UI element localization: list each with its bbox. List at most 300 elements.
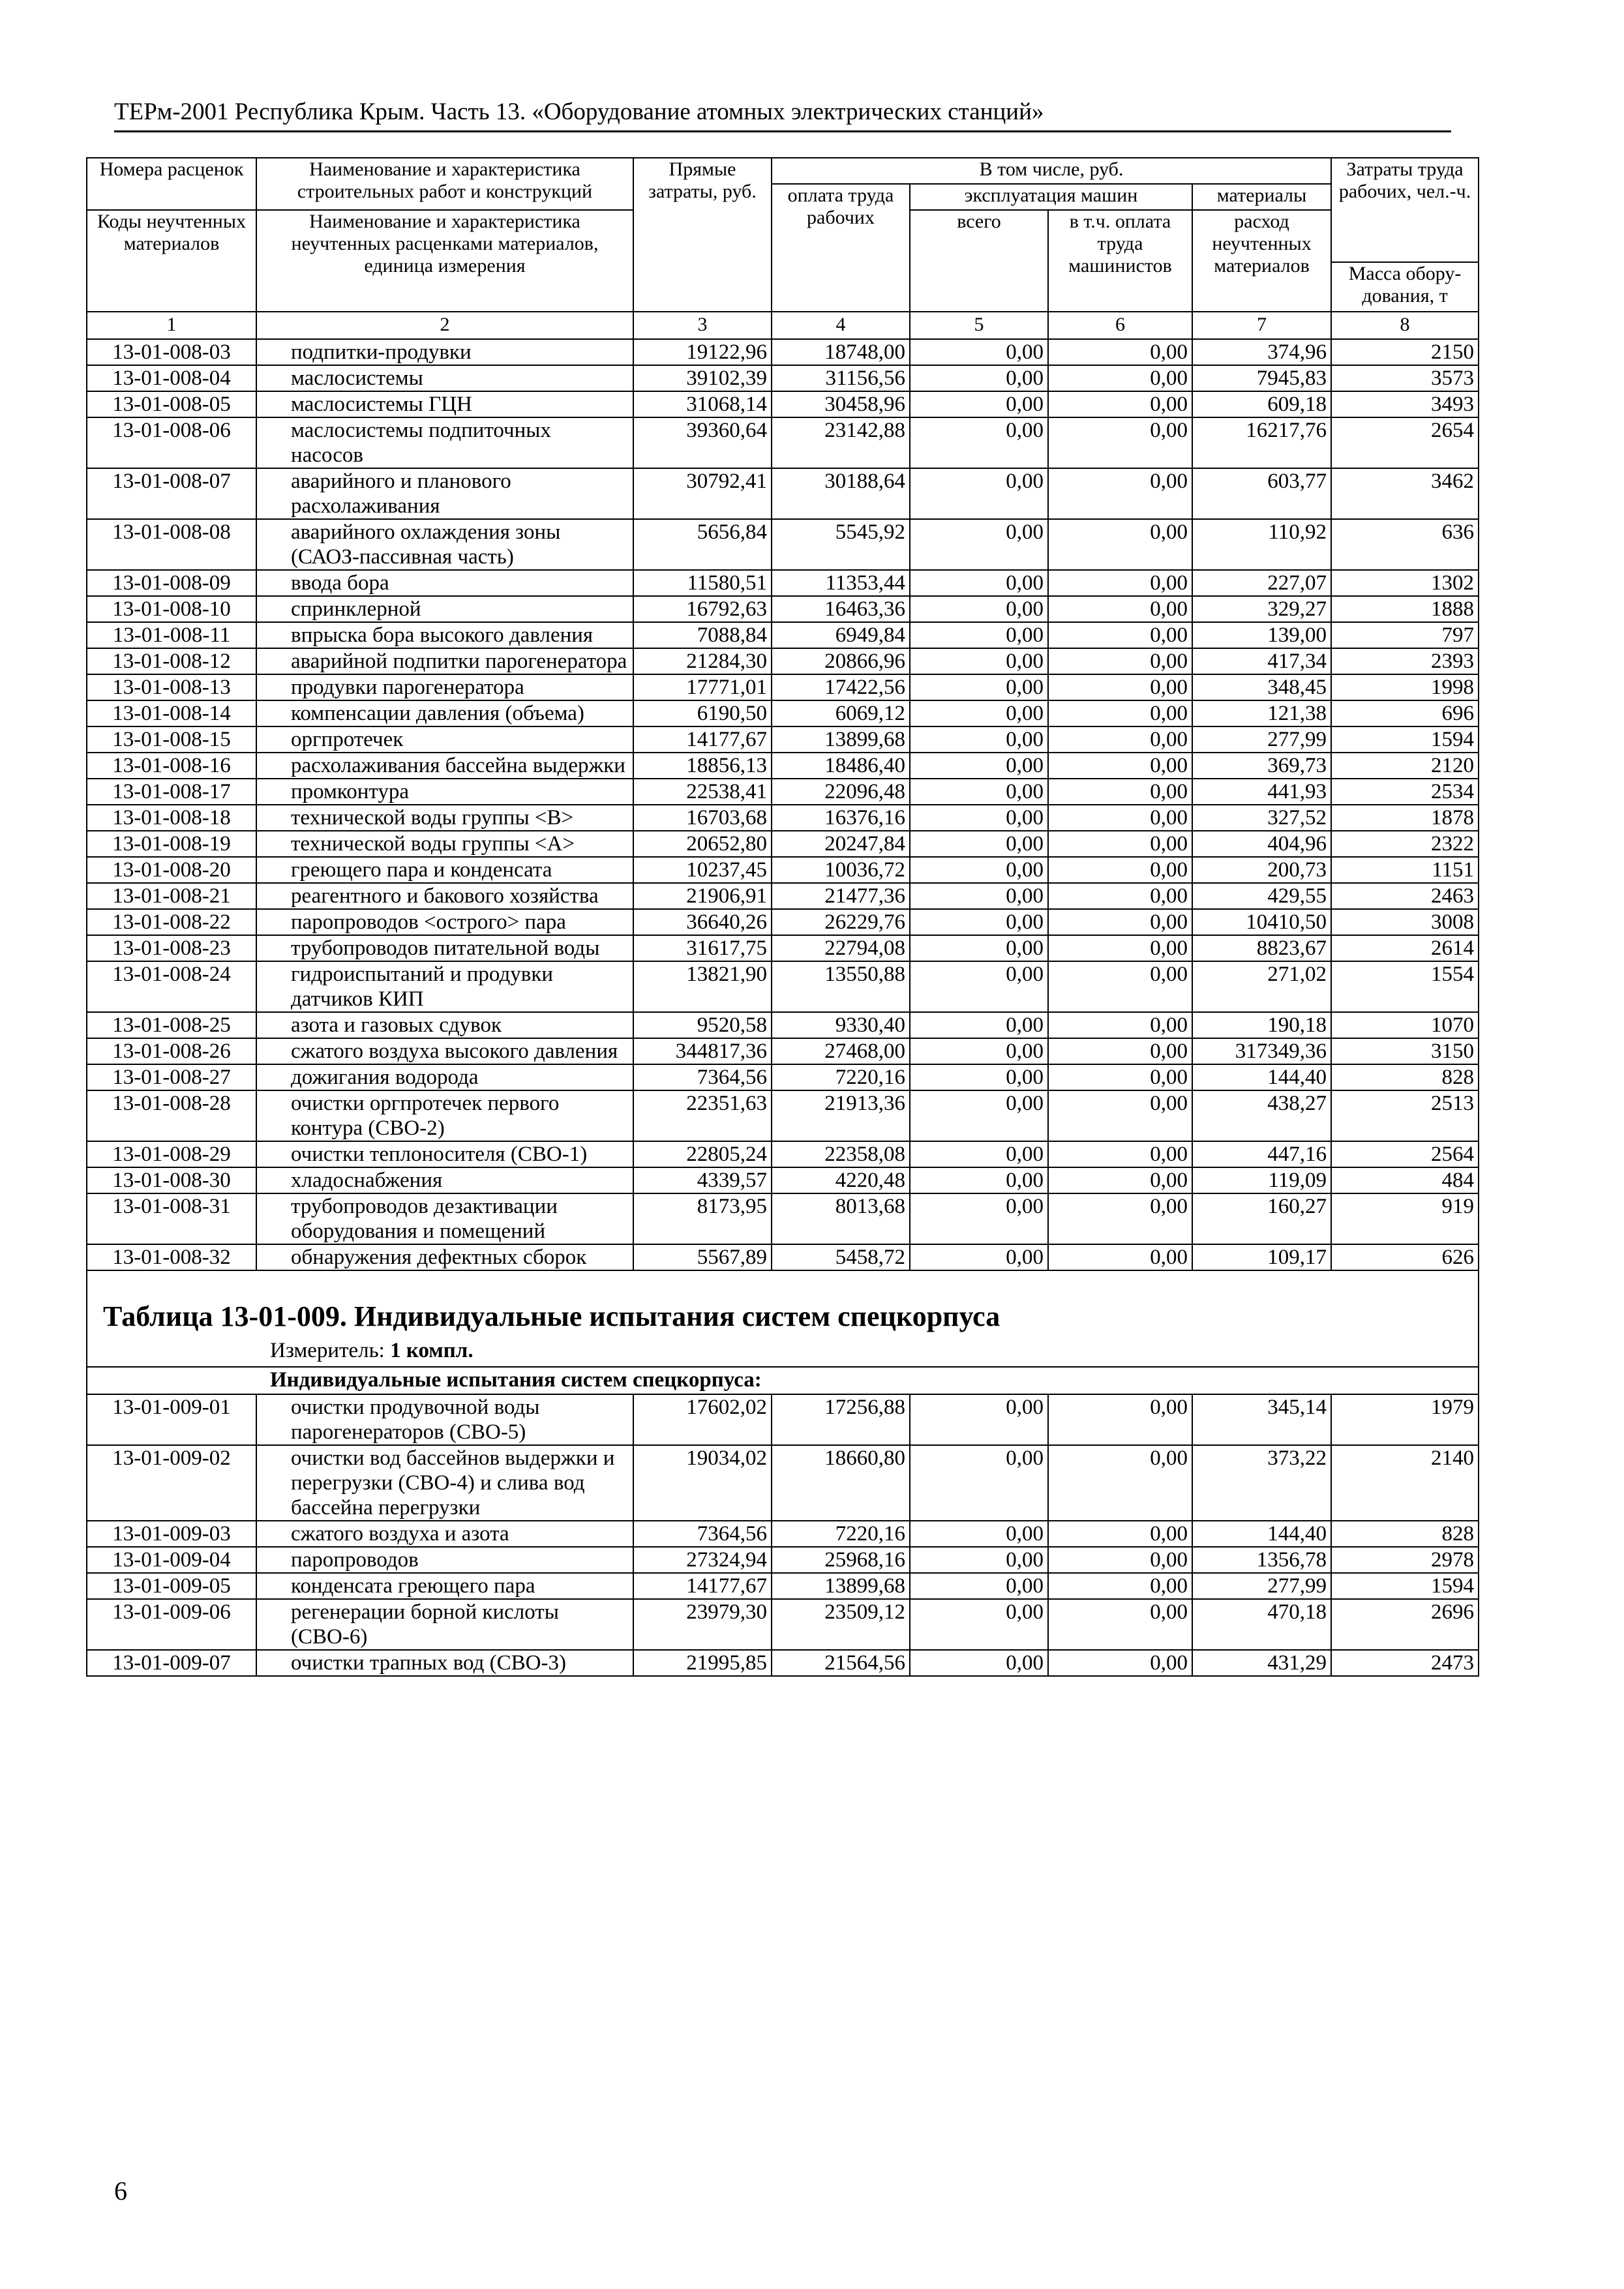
machines-total: 0,00 bbox=[910, 391, 1048, 417]
col-2-bottom: Наименование и характеристика неучтенных расценками материалов, единица измерения bbox=[256, 210, 633, 312]
rate-code: 13-01-008-31 bbox=[87, 1193, 256, 1244]
work-name: маслосистемы подпиточных насосов bbox=[256, 417, 633, 468]
materials-cost: 190,18 bbox=[1192, 1012, 1331, 1038]
direct-cost: 7088,84 bbox=[633, 622, 772, 648]
labor-cost: 26229,76 bbox=[772, 909, 910, 935]
rate-code: 13-01-008-05 bbox=[87, 391, 256, 417]
materials-cost: 144,40 bbox=[1192, 1064, 1331, 1090]
materials-cost: 271,02 bbox=[1192, 961, 1331, 1012]
direct-cost: 22538,41 bbox=[633, 779, 772, 805]
direct-cost: 14177,67 bbox=[633, 1573, 772, 1599]
rate-code: 13-01-009-02 bbox=[87, 1445, 256, 1521]
machinists-labor: 0,00 bbox=[1048, 1012, 1192, 1038]
direct-cost: 21284,30 bbox=[633, 648, 772, 674]
labor-hours: 3150 bbox=[1331, 1038, 1479, 1064]
labor-hours: 2322 bbox=[1331, 831, 1479, 857]
machines-total: 0,00 bbox=[910, 648, 1048, 674]
rate-code: 13-01-008-03 bbox=[87, 339, 256, 365]
col-number: 1 bbox=[87, 312, 256, 339]
machines-total: 0,00 bbox=[910, 1521, 1048, 1547]
rate-code: 13-01-009-07 bbox=[87, 1650, 256, 1676]
direct-cost: 27324,94 bbox=[633, 1547, 772, 1573]
rate-code: 13-01-008-18 bbox=[87, 805, 256, 831]
labor-hours: 1878 bbox=[1331, 805, 1479, 831]
work-name: технической воды группы <В> bbox=[256, 805, 633, 831]
table-row bbox=[87, 857, 1479, 883]
col-number: 6 bbox=[1048, 312, 1192, 339]
work-name: аварийного охлаждения зоны (САОЗ-пассивная часть) bbox=[256, 519, 633, 570]
work-name: промконтура bbox=[256, 779, 633, 805]
machinists-labor: 0,00 bbox=[1048, 1038, 1192, 1064]
rate-code: 13-01-008-29 bbox=[87, 1141, 256, 1167]
table-row bbox=[87, 339, 1479, 365]
col-2-top: Наименование и характеристика строительных работ и конструкций bbox=[256, 158, 633, 210]
machinists-labor: 0,00 bbox=[1048, 365, 1192, 391]
direct-cost: 10237,45 bbox=[633, 857, 772, 883]
work-name: реагентного и бакового хозяйства bbox=[256, 883, 633, 909]
machinists-labor: 0,00 bbox=[1048, 1394, 1192, 1445]
direct-cost: 6190,50 bbox=[633, 700, 772, 726]
machinists-labor: 0,00 bbox=[1048, 570, 1192, 596]
col-number: 7 bbox=[1192, 312, 1331, 339]
labor-hours: 919 bbox=[1331, 1193, 1479, 1244]
rate-code: 13-01-008-26 bbox=[87, 1038, 256, 1064]
work-name: очистки оргпротечек первого контура (СВО-2) bbox=[256, 1090, 633, 1141]
table-row bbox=[87, 1064, 1479, 1090]
labor-cost: 17256,88 bbox=[772, 1394, 910, 1445]
machinists-labor: 0,00 bbox=[1048, 391, 1192, 417]
rate-code: 13-01-008-21 bbox=[87, 883, 256, 909]
table-row bbox=[87, 648, 1479, 674]
col-5: всего bbox=[910, 210, 1048, 312]
machines-total: 0,00 bbox=[910, 1394, 1048, 1445]
machines-header: эксплуатация машин bbox=[910, 184, 1192, 210]
machines-total: 0,00 bbox=[910, 1193, 1048, 1244]
table-row bbox=[87, 417, 1479, 468]
machines-total: 0,00 bbox=[910, 519, 1048, 570]
table-row bbox=[87, 622, 1479, 648]
rate-code: 13-01-009-06 bbox=[87, 1599, 256, 1650]
rates-table bbox=[86, 157, 1479, 1677]
labor-cost: 16463,36 bbox=[772, 596, 910, 622]
machines-total: 0,00 bbox=[910, 1167, 1048, 1193]
materials-cost: 441,93 bbox=[1192, 779, 1331, 805]
table-row bbox=[87, 1141, 1479, 1167]
labor-hours: 3573 bbox=[1331, 365, 1479, 391]
rate-code: 13-01-008-16 bbox=[87, 753, 256, 779]
table-row bbox=[87, 596, 1479, 622]
rate-code: 13-01-009-01 bbox=[87, 1394, 256, 1445]
direct-cost: 17771,01 bbox=[633, 674, 772, 700]
machines-total: 0,00 bbox=[910, 883, 1048, 909]
direct-cost: 39360,64 bbox=[633, 417, 772, 468]
document-title: ТЕРм-2001 Республика Крым. Часть 13. «Оборудование атомных электрических станций» bbox=[114, 98, 1044, 125]
table-row bbox=[87, 1599, 1479, 1650]
direct-cost: 13821,90 bbox=[633, 961, 772, 1012]
work-name: хладоснабжения bbox=[256, 1167, 633, 1193]
col-4: оплата труда рабочих bbox=[772, 184, 910, 312]
table-row bbox=[87, 391, 1479, 417]
direct-cost: 21995,85 bbox=[633, 1650, 772, 1676]
work-name: технической воды группы <А> bbox=[256, 831, 633, 857]
table-row bbox=[87, 779, 1479, 805]
materials-header: материалы bbox=[1192, 184, 1331, 210]
direct-cost: 19122,96 bbox=[633, 339, 772, 365]
materials-cost: 609,18 bbox=[1192, 391, 1331, 417]
table-row bbox=[87, 1244, 1479, 1270]
rate-code: 13-01-008-11 bbox=[87, 622, 256, 648]
machines-total: 0,00 bbox=[910, 753, 1048, 779]
machinists-labor: 0,00 bbox=[1048, 622, 1192, 648]
machines-total: 0,00 bbox=[910, 1244, 1048, 1270]
rate-code: 13-01-009-03 bbox=[87, 1521, 256, 1547]
materials-cost: 374,96 bbox=[1192, 339, 1331, 365]
rate-code: 13-01-008-10 bbox=[87, 596, 256, 622]
materials-cost: 373,22 bbox=[1192, 1445, 1331, 1521]
work-name: трубопроводов питательной воды bbox=[256, 935, 633, 961]
rate-code: 13-01-008-32 bbox=[87, 1244, 256, 1270]
direct-cost: 20652,80 bbox=[633, 831, 772, 857]
machinists-labor: 0,00 bbox=[1048, 726, 1192, 753]
labor-cost: 7220,16 bbox=[772, 1521, 910, 1547]
machines-total: 0,00 bbox=[910, 805, 1048, 831]
machinists-labor: 0,00 bbox=[1048, 339, 1192, 365]
labor-cost: 16376,16 bbox=[772, 805, 910, 831]
table-row bbox=[87, 726, 1479, 753]
rate-code: 13-01-008-20 bbox=[87, 857, 256, 883]
labor-hours: 2393 bbox=[1331, 648, 1479, 674]
machinists-labor: 0,00 bbox=[1048, 961, 1192, 1012]
column-numbers-row bbox=[87, 312, 1479, 339]
labor-hours: 3462 bbox=[1331, 468, 1479, 519]
direct-cost: 23979,30 bbox=[633, 1599, 772, 1650]
table-row bbox=[87, 570, 1479, 596]
materials-cost: 438,27 bbox=[1192, 1090, 1331, 1141]
rate-code: 13-01-008-09 bbox=[87, 570, 256, 596]
work-name: продувки парогенератора bbox=[256, 674, 633, 700]
work-name: дожигания водорода bbox=[256, 1064, 633, 1090]
materials-cost: 404,96 bbox=[1192, 831, 1331, 857]
rate-code: 13-01-009-04 bbox=[87, 1547, 256, 1573]
table-row bbox=[87, 674, 1479, 700]
labor-hours: 1979 bbox=[1331, 1394, 1479, 1445]
table-row bbox=[87, 700, 1479, 726]
labor-hours: 2513 bbox=[1331, 1090, 1479, 1141]
direct-cost: 4339,57 bbox=[633, 1167, 772, 1193]
section-cell bbox=[87, 1270, 1479, 1367]
materials-cost: 10410,50 bbox=[1192, 909, 1331, 935]
labor-hours: 2534 bbox=[1331, 779, 1479, 805]
direct-cost: 31617,75 bbox=[633, 935, 772, 961]
labor-cost: 11353,44 bbox=[772, 570, 910, 596]
rates-table-container bbox=[86, 157, 1478, 1677]
work-name: регенерации борной кислоты (СВО-6) bbox=[256, 1599, 633, 1650]
table-row bbox=[87, 365, 1479, 391]
materials-cost: 16217,76 bbox=[1192, 417, 1331, 468]
work-name: сжатого воздуха и азота bbox=[256, 1521, 633, 1547]
table-row bbox=[87, 1038, 1479, 1064]
machines-total: 0,00 bbox=[910, 831, 1048, 857]
machinists-labor: 0,00 bbox=[1048, 1090, 1192, 1141]
rate-code: 13-01-008-13 bbox=[87, 674, 256, 700]
machines-total: 0,00 bbox=[910, 1038, 1048, 1064]
labor-hours: 2614 bbox=[1331, 935, 1479, 961]
col-1-top: Номера расценок bbox=[87, 158, 256, 210]
work-name: конденсата греющего пара bbox=[256, 1573, 633, 1599]
meter-value: 1 компл. bbox=[390, 1339, 474, 1362]
work-name: ввода бора bbox=[256, 570, 633, 596]
labor-cost: 4220,48 bbox=[772, 1167, 910, 1193]
rate-code: 13-01-008-27 bbox=[87, 1064, 256, 1090]
labor-cost: 23509,12 bbox=[772, 1599, 910, 1650]
materials-cost: 277,99 bbox=[1192, 1573, 1331, 1599]
machinists-labor: 0,00 bbox=[1048, 935, 1192, 961]
work-name: очистки продувочной воды парогенераторов (СВО-5) bbox=[256, 1394, 633, 1445]
machinists-labor: 0,00 bbox=[1048, 674, 1192, 700]
rate-code: 13-01-008-28 bbox=[87, 1090, 256, 1141]
labor-cost: 13899,68 bbox=[772, 1573, 910, 1599]
machines-total: 0,00 bbox=[910, 674, 1048, 700]
direct-cost: 21906,91 bbox=[633, 883, 772, 909]
rate-code: 13-01-008-14 bbox=[87, 700, 256, 726]
machines-total: 0,00 bbox=[910, 339, 1048, 365]
machines-total: 0,00 bbox=[910, 1599, 1048, 1650]
materials-cost: 369,73 bbox=[1192, 753, 1331, 779]
labor-hours: 2696 bbox=[1331, 1599, 1479, 1650]
work-name: маслосистемы bbox=[256, 365, 633, 391]
labor-cost: 22358,08 bbox=[772, 1141, 910, 1167]
work-name: спринклерной bbox=[256, 596, 633, 622]
rate-code: 13-01-008-04 bbox=[87, 365, 256, 391]
labor-cost: 31156,56 bbox=[772, 365, 910, 391]
table-row bbox=[87, 1167, 1479, 1193]
labor-hours: 797 bbox=[1331, 622, 1479, 648]
direct-cost: 7364,56 bbox=[633, 1064, 772, 1090]
table-13-01-008-rows bbox=[87, 339, 1479, 1270]
materials-cost: 329,27 bbox=[1192, 596, 1331, 622]
rate-code: 13-01-008-23 bbox=[87, 935, 256, 961]
machines-total: 0,00 bbox=[910, 1445, 1048, 1521]
machines-total: 0,00 bbox=[910, 570, 1048, 596]
labor-cost: 20866,96 bbox=[772, 648, 910, 674]
work-name: обнаружения дефектных сборок bbox=[256, 1244, 633, 1270]
direct-cost: 19034,02 bbox=[633, 1445, 772, 1521]
labor-cost: 5545,92 bbox=[772, 519, 910, 570]
rate-code: 13-01-008-30 bbox=[87, 1167, 256, 1193]
labor-hours: 2463 bbox=[1331, 883, 1479, 909]
direct-cost: 18856,13 bbox=[633, 753, 772, 779]
work-name: аварийной подпитки парогенератора bbox=[256, 648, 633, 674]
machinists-labor: 0,00 bbox=[1048, 1141, 1192, 1167]
labor-hours: 1594 bbox=[1331, 726, 1479, 753]
rate-code: 13-01-008-17 bbox=[87, 779, 256, 805]
direct-cost: 36640,26 bbox=[633, 909, 772, 935]
machines-total: 0,00 bbox=[910, 700, 1048, 726]
materials-cost: 8823,67 bbox=[1192, 935, 1331, 961]
labor-cost: 8013,68 bbox=[772, 1193, 910, 1244]
table-row bbox=[87, 753, 1479, 779]
machines-total: 0,00 bbox=[910, 1090, 1048, 1141]
labor-hours: 2120 bbox=[1331, 753, 1479, 779]
col-3: Прямые затраты, руб. bbox=[633, 158, 772, 312]
machinists-labor: 0,00 bbox=[1048, 1573, 1192, 1599]
work-name: паропроводов bbox=[256, 1547, 633, 1573]
work-name: гидроиспытаний и продувки датчиков КИП bbox=[256, 961, 633, 1012]
labor-hours: 2978 bbox=[1331, 1547, 1479, 1573]
col-1-bottom: Коды неучтенных материалов bbox=[87, 210, 256, 312]
table-row bbox=[87, 519, 1479, 570]
labor-hours: 2473 bbox=[1331, 1650, 1479, 1676]
materials-cost: 119,09 bbox=[1192, 1167, 1331, 1193]
col-number: 2 bbox=[256, 312, 633, 339]
labor-cost: 10036,72 bbox=[772, 857, 910, 883]
labor-hours: 626 bbox=[1331, 1244, 1479, 1270]
labor-cost: 18486,40 bbox=[772, 753, 910, 779]
table-row bbox=[87, 805, 1479, 831]
machines-total: 0,00 bbox=[910, 935, 1048, 961]
machinists-labor: 0,00 bbox=[1048, 1521, 1192, 1547]
page-header bbox=[114, 98, 1451, 132]
machinists-labor: 0,00 bbox=[1048, 1599, 1192, 1650]
rate-code: 13-01-008-07 bbox=[87, 468, 256, 519]
materials-cost: 470,18 bbox=[1192, 1599, 1331, 1650]
labor-hours: 1070 bbox=[1331, 1012, 1479, 1038]
work-name: очистки вод бассейнов выдержки и перегрузки (СВО-4) и слива вод бассейна перегрузки bbox=[256, 1445, 633, 1521]
table-row bbox=[87, 935, 1479, 961]
work-name: подпитки-продувки bbox=[256, 339, 633, 365]
direct-cost: 14177,67 bbox=[633, 726, 772, 753]
group-row bbox=[87, 1367, 1479, 1394]
machines-total: 0,00 bbox=[910, 857, 1048, 883]
rate-code: 13-01-008-06 bbox=[87, 417, 256, 468]
machines-total: 0,00 bbox=[910, 468, 1048, 519]
labor-cost: 21913,36 bbox=[772, 1090, 910, 1141]
rate-code: 13-01-008-19 bbox=[87, 831, 256, 857]
machines-total: 0,00 bbox=[910, 1573, 1048, 1599]
direct-cost: 22805,24 bbox=[633, 1141, 772, 1167]
machines-total: 0,00 bbox=[910, 1650, 1048, 1676]
materials-cost: 345,14 bbox=[1192, 1394, 1331, 1445]
materials-cost: 277,99 bbox=[1192, 726, 1331, 753]
machinists-labor: 0,00 bbox=[1048, 909, 1192, 935]
work-name: оргпротечек bbox=[256, 726, 633, 753]
machinists-labor: 0,00 bbox=[1048, 648, 1192, 674]
labor-cost: 18748,00 bbox=[772, 339, 910, 365]
labor-cost: 6949,84 bbox=[772, 622, 910, 648]
direct-cost: 17602,02 bbox=[633, 1394, 772, 1445]
work-name: впрыска бора высокого давления bbox=[256, 622, 633, 648]
labor-hours: 1151 bbox=[1331, 857, 1479, 883]
col-number: 4 bbox=[772, 312, 910, 339]
labor-cost: 21564,56 bbox=[772, 1650, 910, 1676]
rate-code: 13-01-008-22 bbox=[87, 909, 256, 935]
labor-hours: 636 bbox=[1331, 519, 1479, 570]
labor-hours: 1998 bbox=[1331, 674, 1479, 700]
header-row-1 bbox=[87, 158, 1479, 184]
labor-cost: 30458,96 bbox=[772, 391, 910, 417]
materials-cost: 603,77 bbox=[1192, 468, 1331, 519]
labor-cost: 13899,68 bbox=[772, 726, 910, 753]
machinists-labor: 0,00 bbox=[1048, 883, 1192, 909]
materials-cost: 200,73 bbox=[1192, 857, 1331, 883]
col-8-top: Затраты труда рабочих, чел.-ч. bbox=[1331, 158, 1479, 262]
machines-total: 0,00 bbox=[910, 365, 1048, 391]
machinists-labor: 0,00 bbox=[1048, 417, 1192, 468]
labor-hours: 484 bbox=[1331, 1167, 1479, 1193]
machines-total: 0,00 bbox=[910, 961, 1048, 1012]
table-row bbox=[87, 909, 1479, 935]
labor-cost: 18660,80 bbox=[772, 1445, 910, 1521]
col-number: 8 bbox=[1331, 312, 1479, 339]
labor-cost: 13550,88 bbox=[772, 961, 910, 1012]
col-7: расход неучтенных материалов bbox=[1192, 210, 1331, 312]
labor-cost: 30188,64 bbox=[772, 468, 910, 519]
labor-cost: 17422,56 bbox=[772, 674, 910, 700]
machinists-labor: 0,00 bbox=[1048, 831, 1192, 857]
materials-cost: 447,16 bbox=[1192, 1141, 1331, 1167]
machines-total: 0,00 bbox=[910, 622, 1048, 648]
col-6: в т.ч. оплата труда машинистов bbox=[1048, 210, 1192, 312]
machines-total: 0,00 bbox=[910, 779, 1048, 805]
machinists-labor: 0,00 bbox=[1048, 1547, 1192, 1573]
group-title: Индивидуальные испытания систем спецкорпуса: bbox=[87, 1367, 1479, 1394]
incl-header: В том числе, руб. bbox=[772, 158, 1331, 184]
direct-cost: 39102,39 bbox=[633, 365, 772, 391]
machines-total: 0,00 bbox=[910, 1141, 1048, 1167]
labor-cost: 6069,12 bbox=[772, 700, 910, 726]
labor-hours: 2150 bbox=[1331, 339, 1479, 365]
machinists-labor: 0,00 bbox=[1048, 700, 1192, 726]
table-row bbox=[87, 1193, 1479, 1244]
labor-cost: 22096,48 bbox=[772, 779, 910, 805]
rate-code: 13-01-008-15 bbox=[87, 726, 256, 753]
direct-cost: 31068,14 bbox=[633, 391, 772, 417]
table-row bbox=[87, 468, 1479, 519]
labor-cost: 21477,36 bbox=[772, 883, 910, 909]
machinists-labor: 0,00 bbox=[1048, 805, 1192, 831]
materials-cost: 429,55 bbox=[1192, 883, 1331, 909]
direct-cost: 22351,63 bbox=[633, 1090, 772, 1141]
direct-cost: 5567,89 bbox=[633, 1244, 772, 1270]
table-13-01-009-heading bbox=[87, 1270, 1479, 1394]
labor-hours: 1594 bbox=[1331, 1573, 1479, 1599]
machinists-labor: 0,00 bbox=[1048, 1445, 1192, 1521]
table-row bbox=[87, 1650, 1479, 1676]
machinists-labor: 0,00 bbox=[1048, 1193, 1192, 1244]
work-name: маслосистемы ГЦН bbox=[256, 391, 633, 417]
machinists-labor: 0,00 bbox=[1048, 753, 1192, 779]
table-row bbox=[87, 1573, 1479, 1599]
machines-total: 0,00 bbox=[910, 909, 1048, 935]
work-name: аварийного и планового расхолаживания bbox=[256, 468, 633, 519]
materials-cost: 160,27 bbox=[1192, 1193, 1331, 1244]
work-name: компенсации давления (объема) bbox=[256, 700, 633, 726]
table-row bbox=[87, 883, 1479, 909]
materials-cost: 110,92 bbox=[1192, 519, 1331, 570]
direct-cost: 8173,95 bbox=[633, 1193, 772, 1244]
materials-cost: 121,38 bbox=[1192, 700, 1331, 726]
meter-label: Измеритель: bbox=[270, 1339, 385, 1362]
table-row bbox=[87, 961, 1479, 1012]
direct-cost: 5656,84 bbox=[633, 519, 772, 570]
direct-cost: 16703,68 bbox=[633, 805, 772, 831]
page-number: 6 bbox=[114, 2176, 127, 2206]
labor-hours: 2654 bbox=[1331, 417, 1479, 468]
work-name: расхолаживания бассейна выдержки bbox=[256, 753, 633, 779]
labor-hours: 696 bbox=[1331, 700, 1479, 726]
materials-cost: 227,07 bbox=[1192, 570, 1331, 596]
direct-cost: 344817,36 bbox=[633, 1038, 772, 1064]
